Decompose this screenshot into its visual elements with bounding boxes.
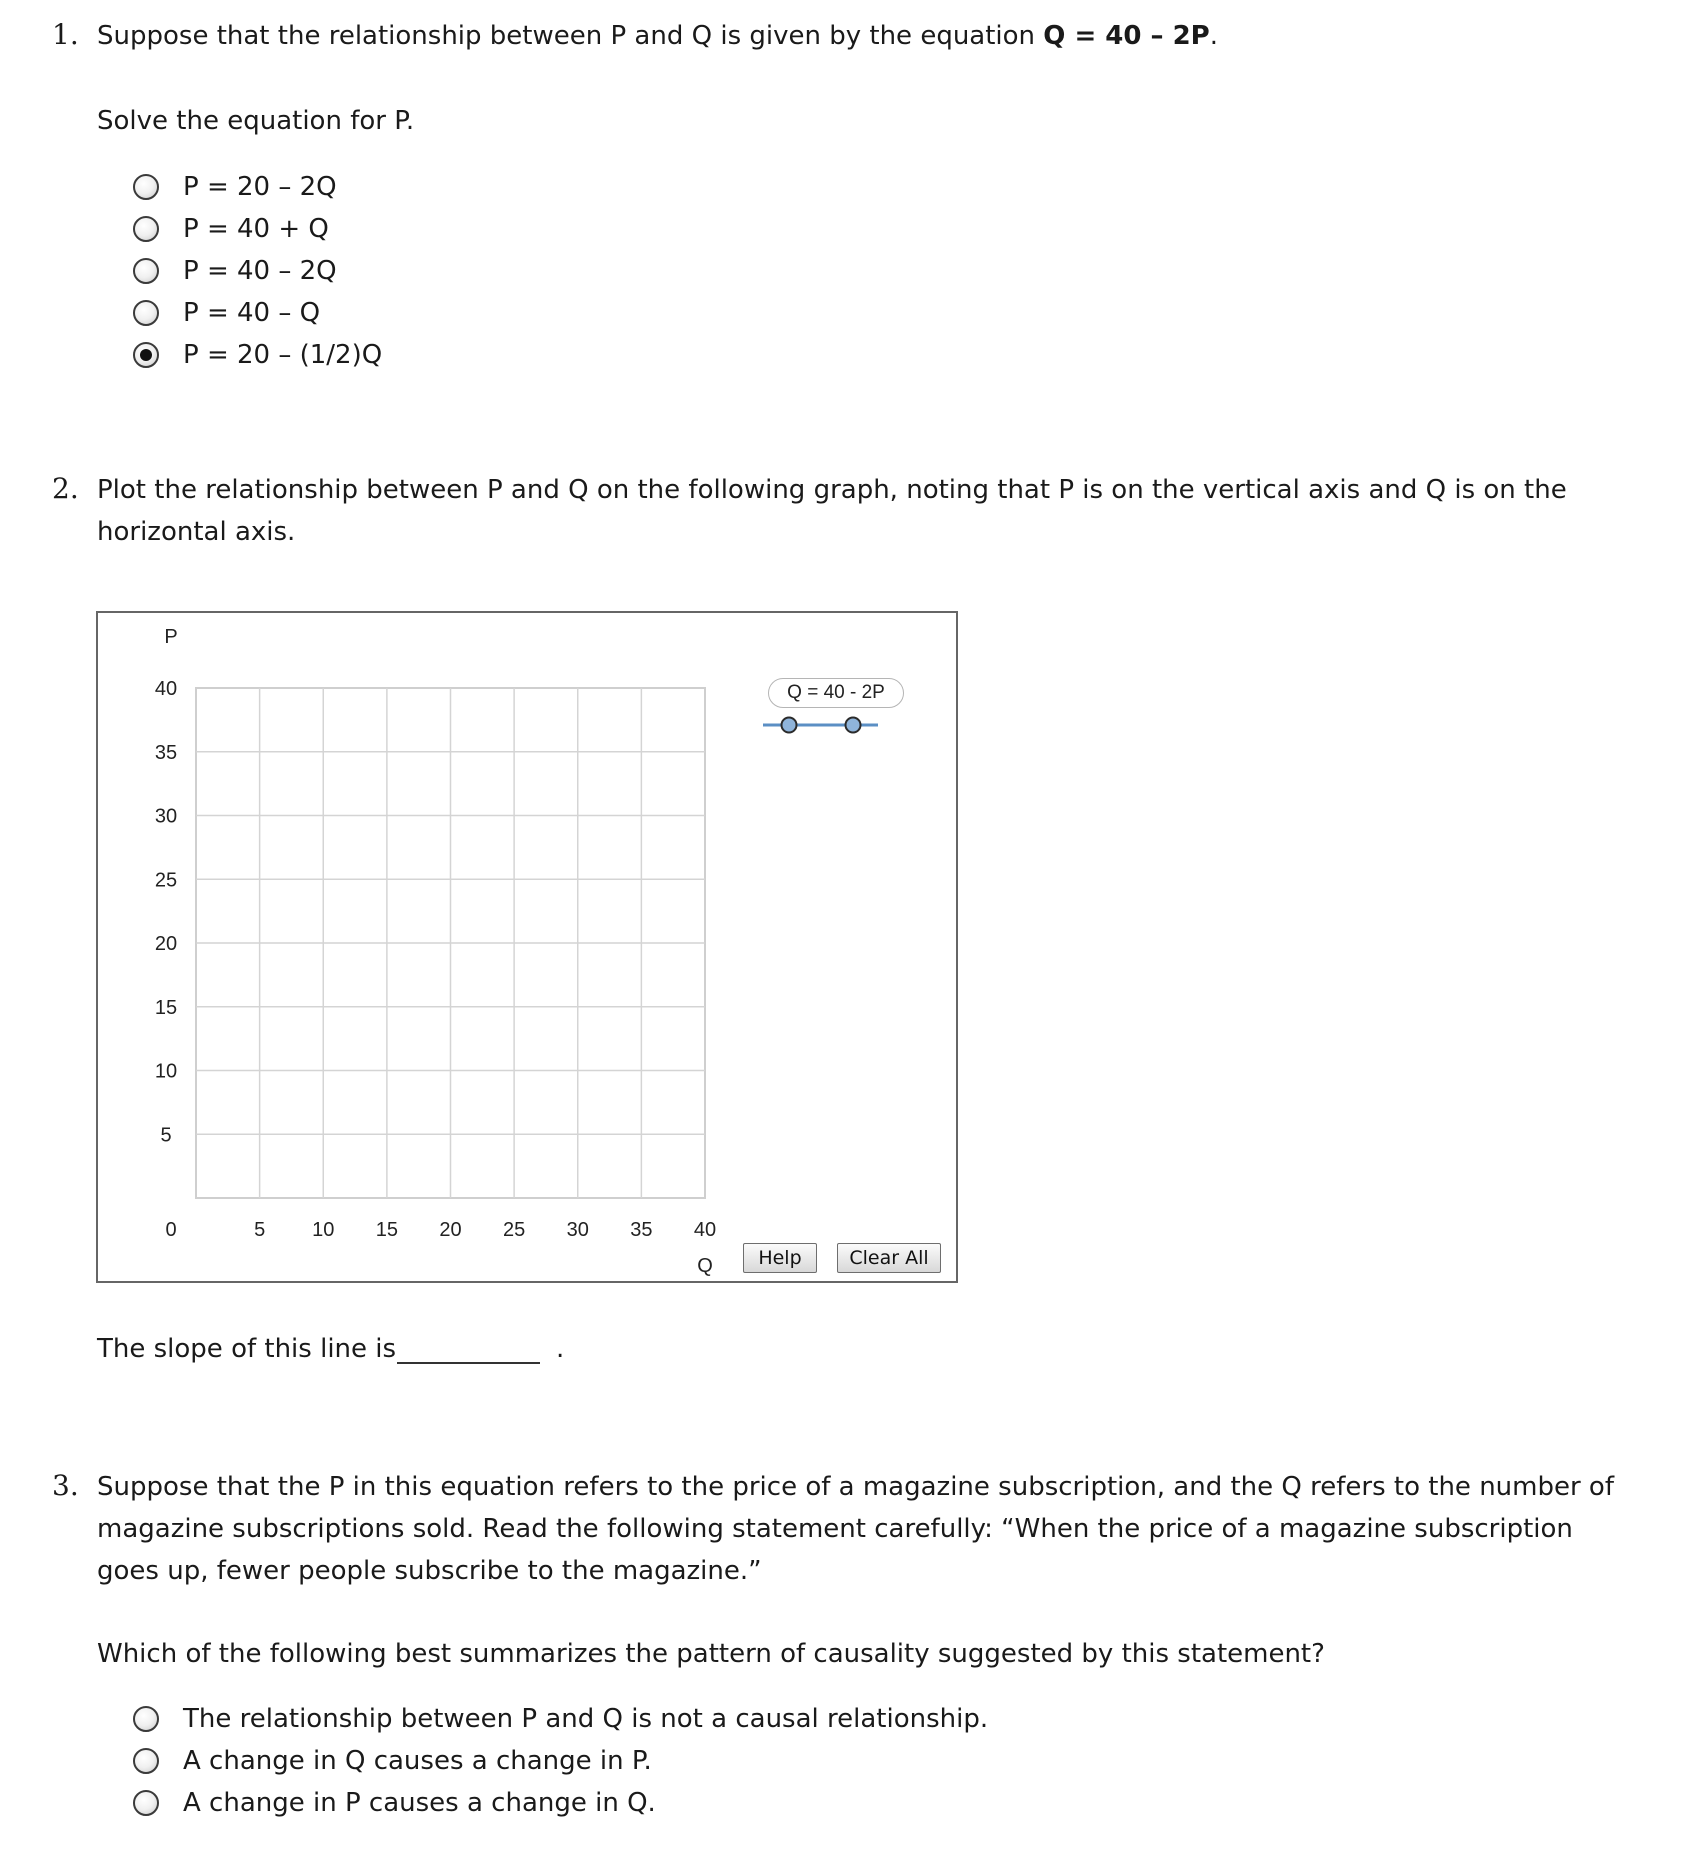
radio-button[interactable]	[133, 300, 159, 326]
q1-option-3-label: P = 40 – 2Q	[183, 256, 337, 286]
origin-label: 0	[165, 1219, 177, 1241]
q3-option-2[interactable]	[133, 1744, 652, 1778]
q3-option-1[interactable]	[133, 1702, 988, 1736]
tool-endpoint-right[interactable]	[846, 718, 861, 733]
y-tick-label: 25	[154, 869, 178, 892]
x-tick-label: 5	[254, 1219, 266, 1241]
q1-option-2-label: P = 40 + Q	[183, 214, 329, 244]
question-1-text	[97, 15, 1218, 57]
clear-all-button[interactable]: Clear All	[837, 1243, 941, 1273]
y-tick-label: 5	[160, 1124, 172, 1147]
q1-option-4[interactable]	[133, 296, 320, 330]
radio-button[interactable]	[133, 1790, 159, 1816]
x-tick-label: 25	[503, 1219, 526, 1241]
line-drawing-tool[interactable]	[763, 718, 878, 733]
radio-button[interactable]	[133, 1706, 159, 1732]
slope-period: .	[556, 1334, 565, 1364]
radio-button[interactable]	[133, 1748, 159, 1774]
y-tick-label: 15	[154, 996, 178, 1019]
q1-option-5[interactable]	[133, 338, 382, 372]
radio-button[interactable]	[133, 258, 159, 284]
y-tick-label: 30	[154, 805, 178, 828]
question-1-number: 1.	[52, 18, 79, 51]
q3-option-1-label: The relationship between P and Q is not a causal relationship.	[183, 1704, 989, 1734]
radio-button[interactable]	[133, 174, 159, 200]
pq-graph[interactable]	[98, 613, 956, 1281]
x-axis-label: Q	[697, 1255, 713, 1277]
help-button[interactable]: Help	[743, 1243, 817, 1273]
x-tick-label: 10	[312, 1219, 335, 1241]
question-1-instruction: Solve the equation for P.	[97, 106, 415, 136]
x-tick-label: 20	[439, 1219, 462, 1241]
y-axis-label: P	[164, 626, 178, 648]
y-tick-label: 40	[154, 678, 178, 700]
x-tick-label: 35	[630, 1219, 653, 1241]
q1-option-4-label: P = 40 – Q	[183, 298, 321, 328]
radio-button[interactable]	[133, 216, 159, 242]
question-2-line-1: Plot the relationship between P and Q on the following graph, noting that P is on the vertical axis and Q is on the	[97, 475, 1567, 505]
tool-endpoint-left[interactable]	[782, 718, 797, 733]
graph-panel[interactable]	[96, 611, 958, 1283]
axis-labels	[155, 678, 716, 1241]
q1-option-3[interactable]	[133, 254, 337, 288]
q3-option-3[interactable]	[133, 1786, 656, 1820]
q3-option-3-label: A change in P causes a change in Q.	[183, 1788, 656, 1818]
y-tick-label: 10	[154, 1060, 178, 1083]
question-1-period: .	[1209, 21, 1218, 51]
question-3-number: 3.	[52, 1469, 79, 1502]
grid-layer	[196, 688, 705, 1198]
x-tick-label: 40	[693, 1219, 717, 1241]
x-tick-label: 30	[566, 1219, 589, 1241]
radio-button-selected[interactable]	[133, 342, 159, 368]
question-3-prompt: Which of the following best summarizes the pattern of causality suggested by this statement?	[97, 1639, 1325, 1669]
question-1-prompt: Suppose that the relationship between P and Q is given by the equation	[97, 21, 1044, 51]
q1-option-2[interactable]	[133, 212, 329, 246]
y-tick-label: 35	[154, 741, 178, 764]
y-tick-label: 20	[154, 933, 178, 955]
question-3-line-1: Suppose that the P in this equation refers to the price of a magazine subscription, and the Q refers to the number of	[97, 1472, 1614, 1502]
legend-label[interactable]: Q = 40 - 2P	[768, 678, 904, 708]
question-3-line-3: goes up, fewer people subscribe to the magazine.”	[97, 1556, 762, 1586]
q1-option-1[interactable]	[133, 170, 337, 204]
q1-option-5-label: P = 20 – (1/2)Q	[183, 340, 383, 370]
q1-option-1-label: P = 20 – 2Q	[183, 172, 337, 202]
question-3-line-2: magazine subscriptions sold. Read the following statement carefully: “When the price of a magazine subscription	[97, 1514, 1573, 1544]
question-2-number: 2.	[52, 472, 79, 505]
question-1-equation: Q = 40 – 2P	[1043, 21, 1210, 51]
q3-option-2-label: A change in Q causes a change in P.	[183, 1746, 652, 1776]
slope-answer-blank[interactable]	[397, 1362, 540, 1364]
x-tick-label: 15	[375, 1219, 398, 1241]
question-2-line-2: horizontal axis.	[97, 517, 296, 547]
slope-prompt: The slope of this line is	[97, 1334, 397, 1364]
